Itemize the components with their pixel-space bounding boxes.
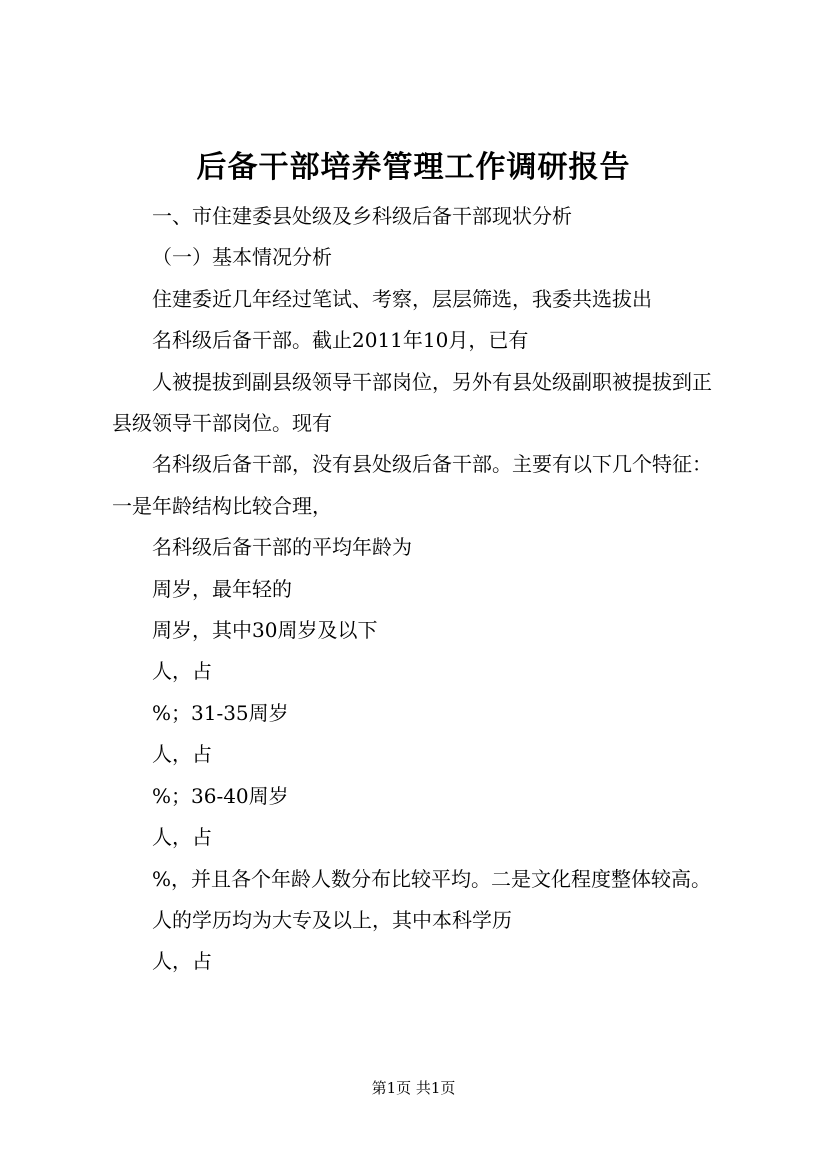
paragraph: 人被提拔到副县级领导干部岗位，另外有县处级副职被提拔到正县级领导干部岗位。现有 <box>112 369 712 436</box>
paragraph: 人，占 <box>152 949 212 974</box>
document-body <box>112 196 720 983</box>
paragraph: %；36-40周岁 <box>152 783 289 808</box>
paragraph: 人，占 <box>152 659 212 684</box>
paragraph: 人，占 <box>152 742 212 767</box>
paragraph: 一、市住建委县处级及乡科级后备干部现状分析 <box>152 204 572 228</box>
paragraph: 周岁，其中30周岁及以下 <box>152 618 378 643</box>
paragraph: （一）基本情况分析 <box>152 245 332 270</box>
paragraph: 人，占 <box>152 825 212 850</box>
paragraph: %；31-35周岁 <box>152 700 289 725</box>
paragraph: 住建委近几年经过笔试、考察，层层筛选，我委共选拔出 <box>152 286 652 311</box>
paragraph: 周岁，最年轻的 <box>152 576 292 601</box>
page-footer: 第1页 共1页 <box>371 1079 456 1097</box>
paragraph: 人的学历均为大专及以上，其中本科学历 <box>152 907 512 932</box>
paragraph: 名科级后备干部的平均年龄为 <box>152 535 412 560</box>
paragraph: 名科级后备干部。截止2011年10月，已有 <box>152 328 529 353</box>
paragraph: 名科级后备干部，没有县处级后备干部。主要有以下几个特征：一是年龄结构比较合理， <box>112 452 712 518</box>
document-title: 后备干部培养管理工作调研报告 <box>196 150 631 185</box>
paragraph: %，并且各个年龄人数分布比较平均。二是文化程度整体较高。 <box>152 866 712 891</box>
